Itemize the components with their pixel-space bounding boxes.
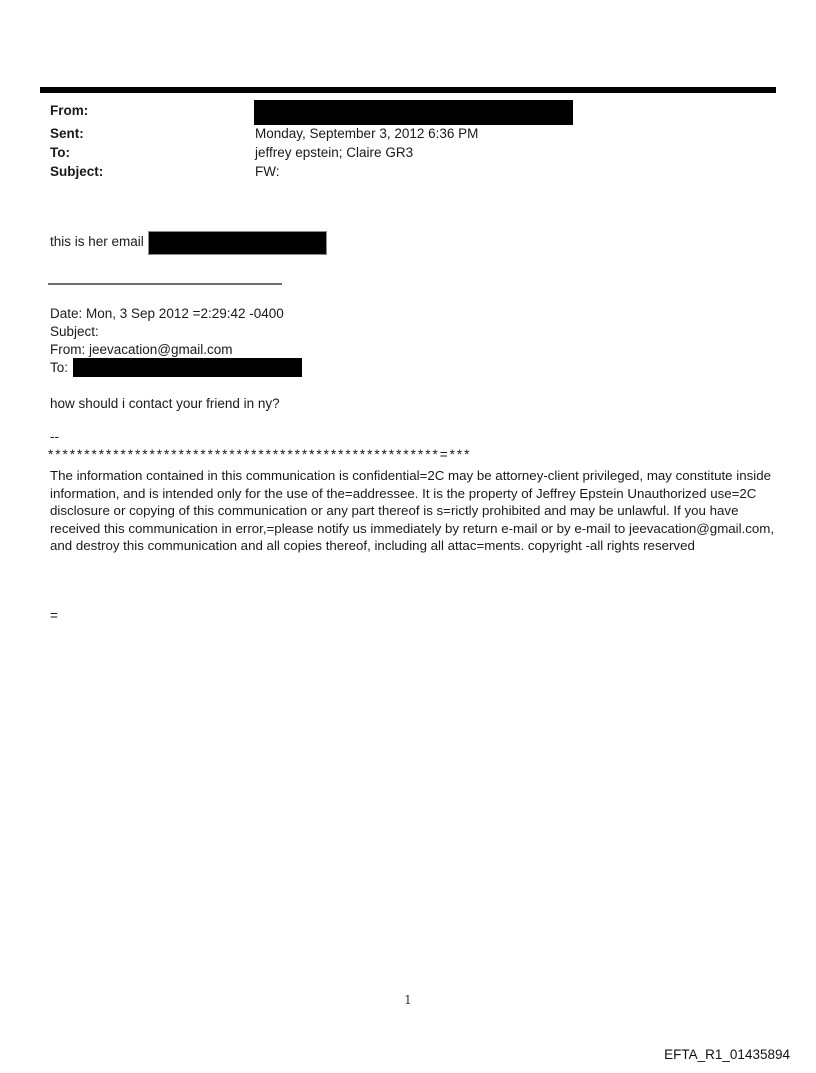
intro-redaction-box [148, 231, 327, 255]
confidentiality-disclaimer: The information contained in this communication is confidential=2C may be attorney-client privileged, may constitute inside information, and is intended only for the use of the=addressee. It is the property of Jeffrey Epstein Unauthorized use=2C disclosure or copying of this communication or any part thereof is s=rictly prohibited and may be unlawful. If you have received this communication in error,=please notify us immediately by return e-mail or by e-mail to jeevacation@gmail.com, and destroy this communication and all copies thereof, including all attac=ments. copyright -all rights reserved [50, 468, 775, 554]
subject-label: Subject: [50, 164, 104, 179]
bates-number: EFTA_R1_01435894 [664, 1047, 790, 1062]
from-label: From: [50, 103, 89, 118]
quoted-date-line: Date: Mon, 3 Sep 2012 =2:29:42 -0400 [50, 306, 284, 321]
from-redaction-box [254, 100, 573, 125]
page-number: 1 [404, 993, 412, 1007]
question-text: how should i contact your friend in ny? [50, 396, 280, 411]
to-label: To: [50, 145, 70, 160]
intro-text: this is her email [50, 234, 144, 249]
to-value: jeffrey epstein; Claire GR3 [255, 145, 414, 160]
asterisk-line: ******************************************************=*** [48, 447, 472, 462]
quoted-from-line: From: jeevacation@gmail.com [50, 342, 233, 357]
quoted-subject-line: Subject: [50, 324, 99, 339]
sent-value: Monday, September 3, 2012 6:36 PM [255, 126, 479, 141]
header-divider-rule [40, 87, 776, 93]
trailing-equals: = [50, 608, 58, 623]
sent-label: Sent: [50, 126, 84, 141]
quoted-to-label: To: [50, 360, 69, 375]
quoted-message-separator [48, 283, 282, 285]
signature-dashes: -- [50, 429, 59, 444]
quoted-to-redaction-box [73, 358, 302, 377]
subject-value: FW: [255, 164, 280, 179]
